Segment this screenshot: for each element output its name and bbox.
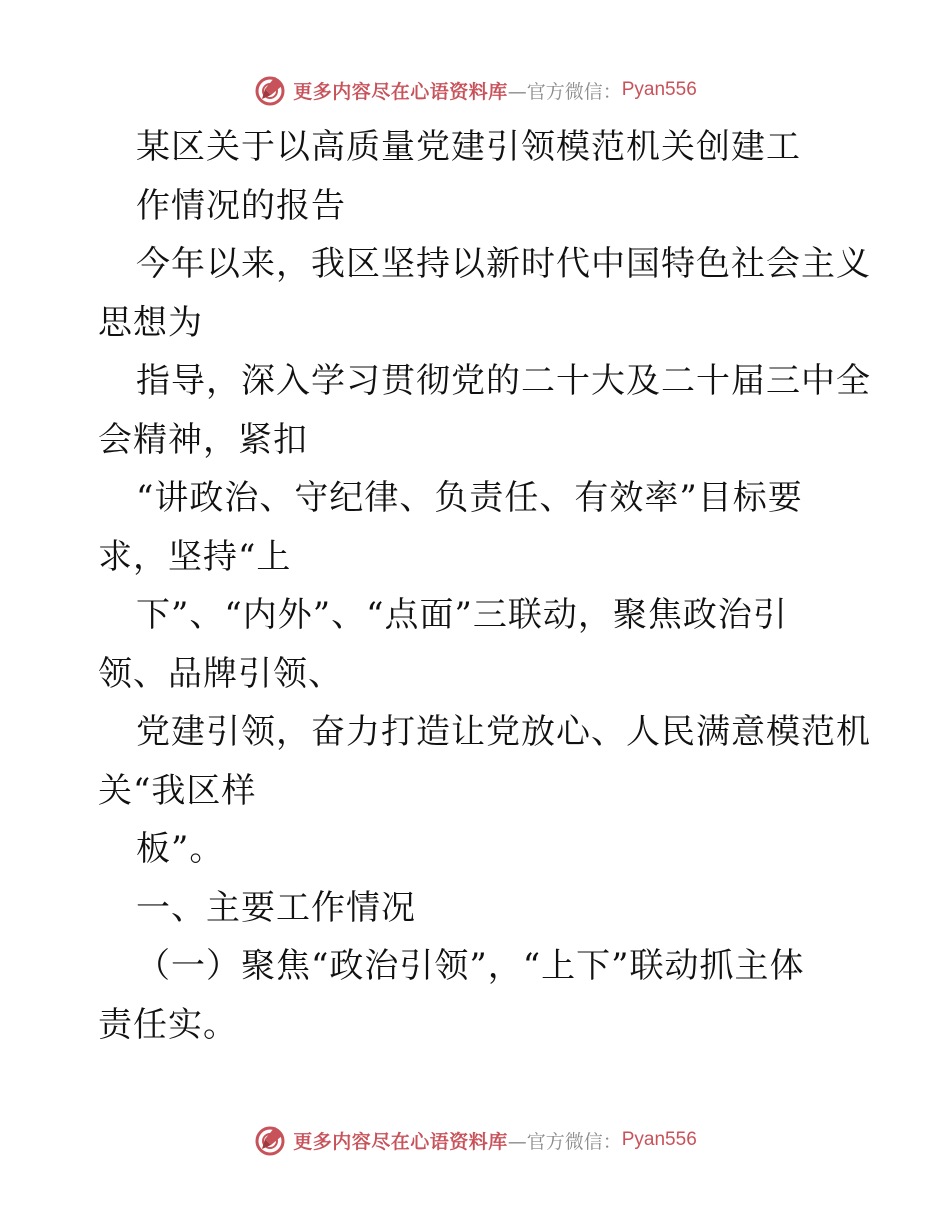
pen-circle-logo-icon xyxy=(253,73,287,107)
header-banner xyxy=(0,70,950,110)
banner-text xyxy=(293,77,697,104)
subsection-heading: （一）聚焦“政治引领”，“上下”联动抓主体 xyxy=(136,946,805,986)
footer-banner xyxy=(0,1120,950,1160)
paragraph-line: 会精神，紧扣 xyxy=(98,419,308,460)
paragraph-line: 指导，深入学习贯彻党的二十大及二十届三中全 xyxy=(136,361,871,401)
pen-circle-logo-icon xyxy=(253,1123,287,1157)
section-heading: 一、主要工作情况 xyxy=(136,887,416,928)
banner-library-name: 更多内容尽在心语资料库 xyxy=(293,1130,508,1153)
paragraph-line: 下”、“内外”、“点面”三联动，聚焦政治引 xyxy=(136,595,788,635)
paragraph-line: 党建引领，奋力打造让党放心、人民满意模范机 xyxy=(136,712,871,752)
document-title-line: 作情况的报告 xyxy=(136,185,346,226)
banner-text xyxy=(293,1127,697,1154)
paragraph-line: “讲政治、守纪律、负责任、有效率”目标要 xyxy=(136,478,803,518)
paragraph-line: 板”。 xyxy=(136,829,225,869)
paragraph-line: 今年以来，我区坚持以新时代中国特色社会主义 xyxy=(136,244,871,284)
banner-library-name: 更多内容尽在心语资料库 xyxy=(293,80,508,103)
banner-wechat-id: Pyan556 xyxy=(621,1129,697,1150)
banner-wechat-label: —官方微信： xyxy=(507,1130,622,1153)
document-title-line: 某区关于以高质量党建引领模范机关创建工 xyxy=(136,127,801,167)
paragraph-line: 思想为 xyxy=(98,302,203,343)
banner-wechat-id: Pyan556 xyxy=(621,79,697,100)
paragraph-line: 求，坚持“上 xyxy=(98,536,292,577)
paragraph-line: 关“我区样 xyxy=(98,770,257,811)
document-body xyxy=(98,118,871,1054)
subsection-heading: 责任实。 xyxy=(98,1004,238,1045)
banner-wechat-label: —官方微信： xyxy=(507,80,622,103)
paragraph-line: 领、品牌引领、 xyxy=(98,653,343,694)
